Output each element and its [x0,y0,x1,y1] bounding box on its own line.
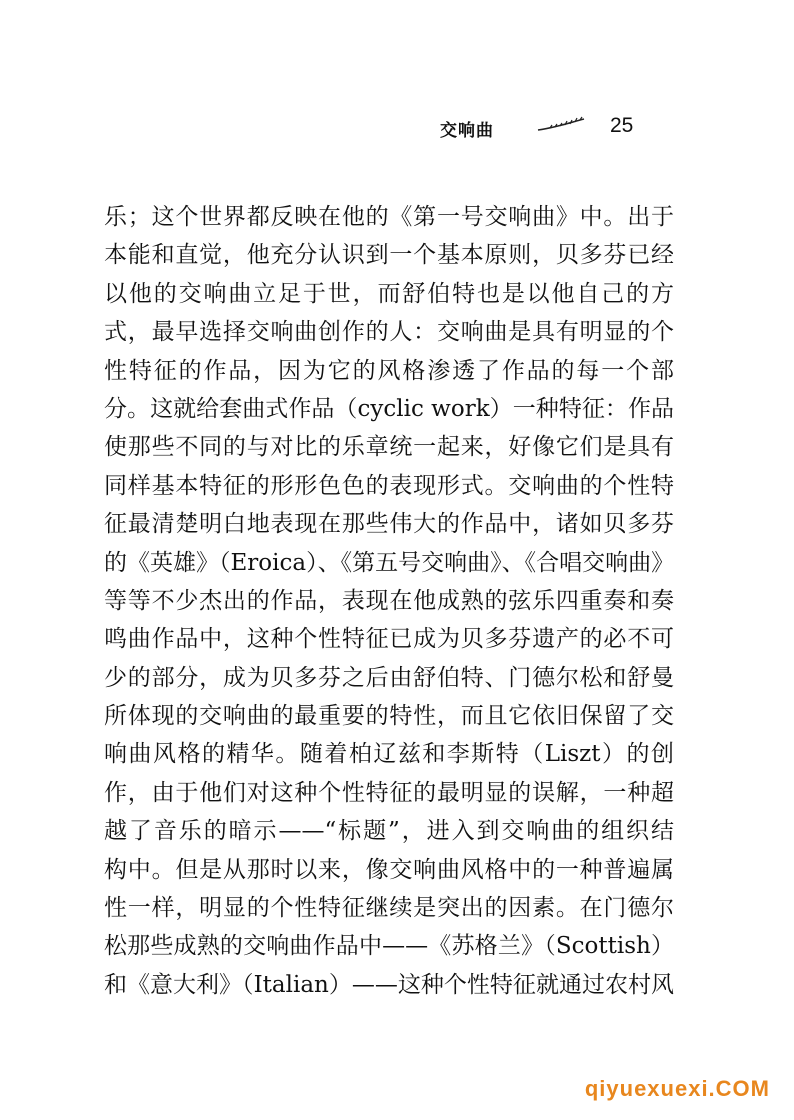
text-line: 和《意大利》（Italian）——这种个性特征就通过农村风 [104,971,674,998]
text-line: 松那些成熟的交响曲作品中——《苏格兰》（Scottish） [104,933,674,960]
text-line: 以他的交响曲立足于世，而舒伯特也是以他自己的方 [104,280,674,307]
page-number: 25 [610,114,634,137]
text-line: 本能和直觉，他充分认识到一个基本原则，贝多芬已经 [104,242,674,269]
text-line: 使那些不同的与对比的乐章统一起来，好像它们是具有 [104,434,674,461]
text-line: 的《英雄》（Eroica）、《第五号交响曲》、《合唱交响曲》 [104,549,674,576]
text-line: 所体现的交响曲的最重要的特性，而且它依旧保留了交 [104,703,674,730]
text-line: 作，由于他们对这种个性特征的最明显的误解，一种超 [104,779,674,806]
text-line: 响曲风格的精华。随着柏辽兹和李斯特（Liszt）的创 [104,741,674,768]
text-line: 性一样，明显的个性特征继续是突出的因素。在门德尔 [104,895,674,922]
text-line: 性特征的作品，因为它的风格渗透了作品的每一个部 [104,357,674,384]
text-line: 构中。但是从那时以来，像交响曲风格中的一种普遍属 [104,856,674,883]
running-title: 交响曲 [440,121,494,141]
text-line: 征最清楚明白地表现在那些伟大的作品中，诸如贝多芬 [104,511,674,538]
text-line: 式，最早选择交响曲创作的人：交响曲是具有明显的个 [104,319,674,346]
body-text [104,198,674,1004]
text-line: 越了音乐的暗示——“标题”，进入到交响曲的组织结 [104,818,674,845]
text-line: 分。这就给套曲式作品（cyclic work）一种特征：作品 [104,395,674,422]
text-line: 鸣曲作品中，这种个性特征已成为贝多芬遗产的必不可 [104,626,674,653]
page-header [440,114,660,144]
text-line: 等等不少杰出的作品，表现在他成熟的弦乐四重奏和奏 [104,587,674,614]
text-line: 少的部分，成为贝多芬之后由舒伯特、门德尔松和舒曼 [104,664,674,691]
text-line: 乐；这个世界都反映在他的《第一号交响曲》中。出于 [104,204,674,230]
flourish-ornament-icon [536,116,586,134]
text-line: 同样基本特征的形形色色的表现形式。交响曲的个性特 [104,472,674,499]
site-watermark: qiyuexuexi.COM [584,1076,770,1101]
